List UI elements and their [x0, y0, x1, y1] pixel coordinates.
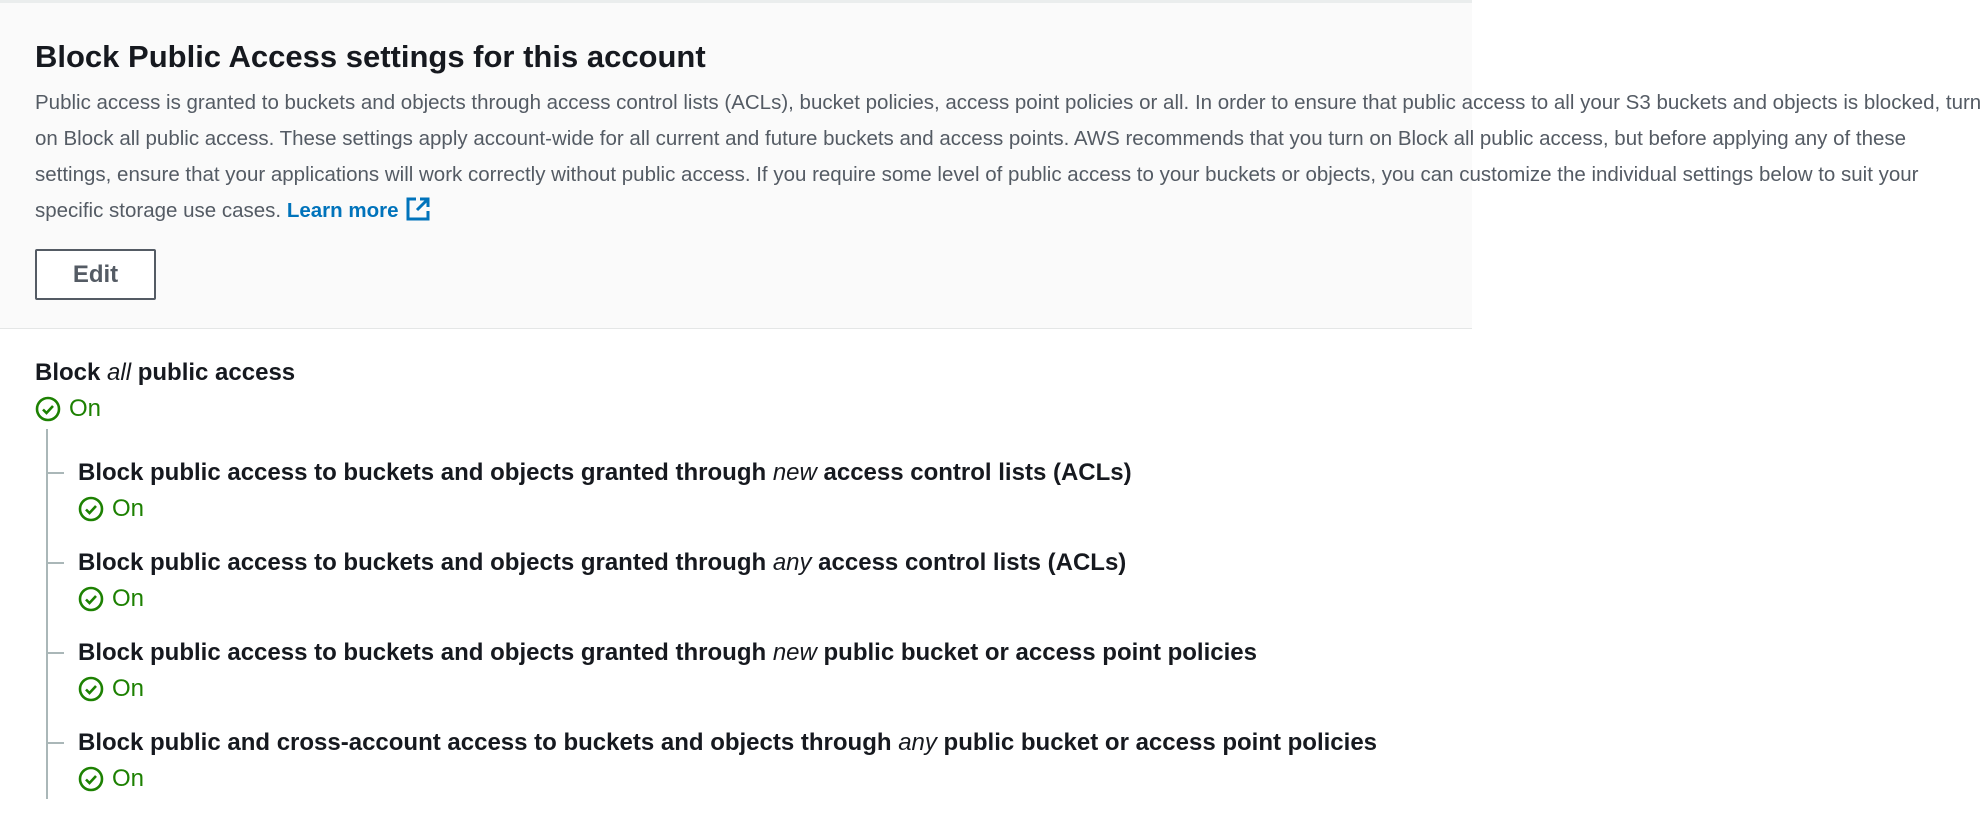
heading-emphasis: all [107, 359, 132, 386]
heading-text: access control lists (ACLs) [811, 549, 1127, 576]
settings-list [35, 355, 1378, 792]
block-all-heading [35, 355, 295, 391]
description-line: Public access is granted to buckets and objects through access control lists (ACLs), bucket policies, access point policies or all. In order to ensure that public access to all your S3 buckets and objects is blocked, turn [35, 91, 1981, 114]
heading-text: public access [131, 359, 296, 386]
description-line: on Block all public access. These settings apply account-wide for all current and future buckets and access points. AWS recommends that you turn on Block all public access, but before applying any of these [35, 127, 1907, 150]
status-on [78, 581, 1126, 617]
status-on [35, 391, 295, 427]
settings-header [0, 3, 1981, 329]
page-title: Block Public Access settings for this account [35, 39, 706, 74]
description-line: specific storage use cases. [35, 199, 282, 222]
setting-item [78, 635, 1257, 707]
setting-item [78, 545, 1126, 617]
check-circle-icon [78, 586, 104, 612]
description-line: settings, ensure that your applications will work correctly without public access. If you require some level of public access to your buckets or objects, you can customize the individual settings below to suit your [35, 163, 1919, 186]
heading-emphasis: new [772, 459, 817, 486]
heading-text: Block public access to buckets and objects granted through [78, 459, 773, 486]
heading-text: public bucket or access point policies [936, 729, 1378, 756]
heading-text: access control lists (ACLs) [816, 459, 1132, 486]
heading-emphasis: any [898, 729, 937, 756]
heading-emphasis: new [772, 639, 817, 666]
description [35, 85, 1981, 229]
tree-branch [46, 562, 64, 564]
status-text: On [112, 675, 145, 702]
learn-more-label: Learn more [286, 199, 399, 222]
setting-heading [78, 545, 1126, 581]
check-circle-icon [35, 396, 61, 422]
external-link-icon [406, 197, 430, 233]
status-on [78, 491, 1132, 527]
heading-text: public bucket or access point policies [816, 639, 1257, 666]
tree-branch [46, 652, 64, 654]
setting-heading [78, 725, 1377, 761]
check-circle-icon [78, 766, 104, 792]
heading-emphasis: any [772, 549, 812, 576]
heading-text: Block public access to buckets and objects granted through [78, 639, 773, 666]
check-circle-icon [78, 496, 104, 522]
status-on [78, 761, 1377, 797]
setting-heading [78, 635, 1257, 671]
edit-button[interactable]: Edit [35, 249, 156, 300]
status-text: On [112, 765, 145, 792]
status-on [78, 671, 1257, 707]
status-text: On [112, 495, 145, 522]
heading-text: Block public and cross-account access to buckets and objects through [78, 729, 899, 756]
status-text: On [112, 585, 145, 612]
tree-branch [46, 472, 64, 474]
heading-text: Block [35, 359, 108, 386]
description-line-last [35, 193, 1981, 229]
setting-item [78, 455, 1132, 527]
status-text: On [69, 395, 102, 422]
check-circle-icon [78, 676, 104, 702]
setting-heading [78, 455, 1132, 491]
setting-item [78, 725, 1377, 797]
tree-branch [46, 742, 64, 744]
heading-text: Block public access to buckets and objects granted through [78, 549, 773, 576]
learn-more-link[interactable] [287, 199, 431, 222]
